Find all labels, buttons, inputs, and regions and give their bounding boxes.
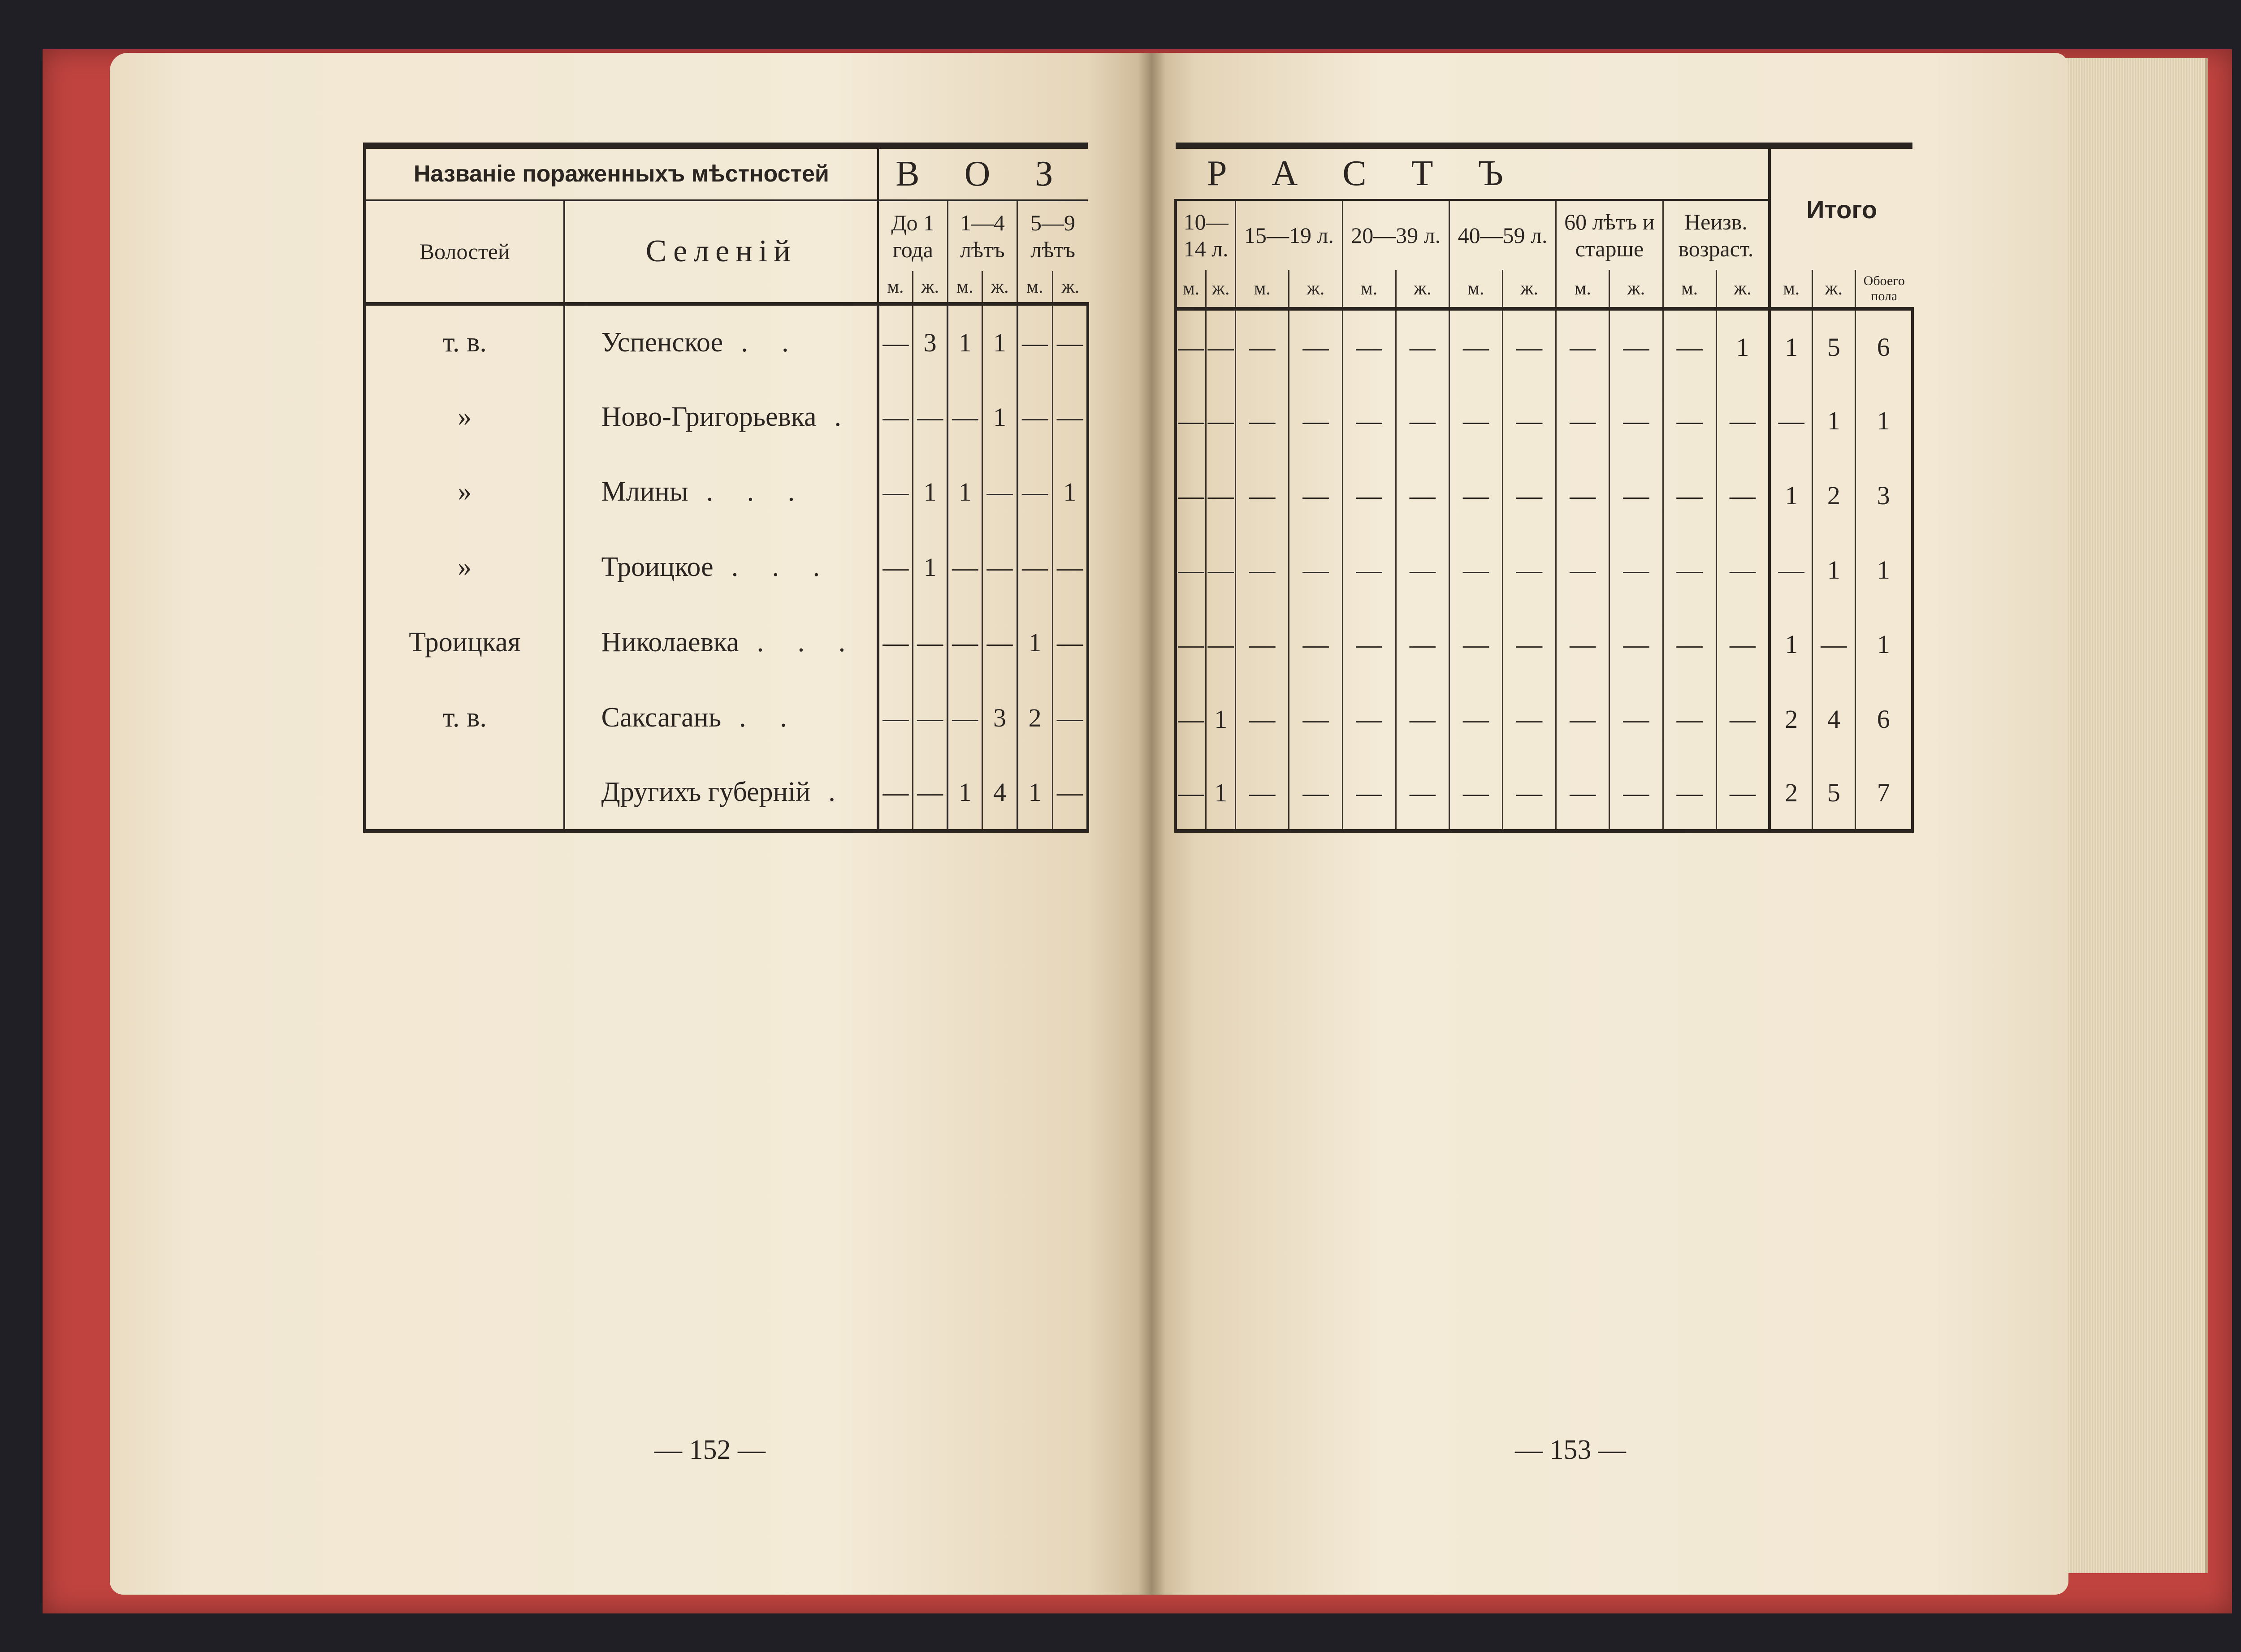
data-cell: — bbox=[1052, 379, 1088, 454]
data-cell: — bbox=[1396, 458, 1449, 532]
data-cell: — bbox=[1609, 458, 1663, 532]
sex-f-header: ж. bbox=[982, 271, 1017, 304]
data-cell: — bbox=[1503, 532, 1556, 607]
total-cell: 6 bbox=[1855, 682, 1912, 756]
total-cell: 6 bbox=[1855, 309, 1912, 383]
data-cell: 1 bbox=[1716, 309, 1769, 383]
sex-m-header: м. bbox=[878, 271, 913, 304]
data-cell: — bbox=[1176, 309, 1206, 383]
data-cell: — bbox=[1396, 757, 1449, 831]
data-cell: — bbox=[1609, 682, 1663, 756]
data-cell: — bbox=[1342, 384, 1396, 458]
settlement-name: Млины bbox=[601, 476, 688, 507]
total-cell: 1 bbox=[1855, 384, 1912, 458]
data-cell: — bbox=[1289, 532, 1342, 607]
left-table bbox=[363, 143, 1089, 833]
total-cell: 2 bbox=[1769, 682, 1812, 756]
data-cell: — bbox=[1017, 379, 1053, 454]
sex-f-header: ж. bbox=[1396, 270, 1449, 309]
data-cell: — bbox=[982, 605, 1017, 680]
data-cell: — bbox=[1396, 309, 1449, 383]
data-cell: — bbox=[1663, 607, 1716, 682]
settlements-header: Селеній bbox=[564, 200, 878, 304]
total-cell: 3 bbox=[1855, 458, 1912, 532]
total-cell: — bbox=[1813, 607, 1855, 682]
data-cell: — bbox=[1449, 757, 1502, 831]
sex-f-header: ж. bbox=[913, 271, 947, 304]
leader-dots: . bbox=[828, 777, 849, 808]
data-cell: — bbox=[1236, 682, 1289, 756]
table-row bbox=[1176, 384, 1912, 458]
data-cell: — bbox=[1449, 607, 1502, 682]
data-cell: — bbox=[913, 756, 947, 831]
data-cell: — bbox=[1716, 384, 1769, 458]
total-cell: 5 bbox=[1813, 757, 1855, 831]
total-cell: 1 bbox=[1769, 309, 1812, 383]
data-cell: — bbox=[1503, 309, 1556, 383]
data-cell: — bbox=[1716, 757, 1769, 831]
data-cell: — bbox=[1396, 607, 1449, 682]
table-row bbox=[364, 304, 1088, 379]
data-cell: 1 bbox=[913, 530, 947, 605]
data-cell: — bbox=[1017, 454, 1053, 530]
data-cell: — bbox=[1556, 384, 1609, 458]
volost-cell: т. в. bbox=[364, 304, 564, 379]
sex-f-header: ж. bbox=[1503, 270, 1556, 309]
volost-cell: » bbox=[364, 530, 564, 605]
data-cell: — bbox=[1449, 532, 1502, 607]
sex-m-header: м. bbox=[1449, 270, 1502, 309]
total-cell: 2 bbox=[1769, 757, 1812, 831]
table-row bbox=[364, 454, 1088, 530]
page-number-right: — 153 — bbox=[1515, 1435, 1626, 1465]
data-cell: — bbox=[878, 530, 913, 605]
data-cell: — bbox=[1206, 607, 1236, 682]
data-cell: — bbox=[1206, 384, 1236, 458]
page-number-left: — 152 — bbox=[654, 1435, 766, 1465]
data-cell: — bbox=[1556, 458, 1609, 532]
volost-cell: Троицкая bbox=[364, 605, 564, 680]
data-cell: — bbox=[1342, 757, 1396, 831]
leader-dots: . . . bbox=[731, 552, 834, 583]
data-cell: — bbox=[1609, 757, 1663, 831]
data-cell: — bbox=[1396, 682, 1449, 756]
data-cell: — bbox=[1449, 309, 1502, 383]
total-header: Итого bbox=[1806, 195, 1878, 224]
data-cell: — bbox=[1556, 607, 1609, 682]
data-cell: — bbox=[1663, 309, 1716, 383]
data-cell: — bbox=[1396, 384, 1449, 458]
sex-f-header: ж. bbox=[1813, 270, 1855, 309]
data-cell: — bbox=[1503, 384, 1556, 458]
table-row bbox=[364, 680, 1088, 756]
total-cell: — bbox=[1769, 384, 1812, 458]
data-cell: — bbox=[878, 605, 913, 680]
localities-header: Названіе пораженныхъ мѣстностей bbox=[364, 146, 878, 200]
data-cell: — bbox=[1716, 607, 1769, 682]
data-cell: 1 bbox=[1017, 605, 1053, 680]
table-row bbox=[1176, 458, 1912, 532]
data-cell: — bbox=[1017, 304, 1053, 379]
data-cell: — bbox=[1609, 607, 1663, 682]
data-cell: — bbox=[1556, 309, 1609, 383]
settlement-cell bbox=[564, 530, 878, 605]
total-cell: 1 bbox=[1855, 532, 1912, 607]
data-cell: — bbox=[1289, 309, 1342, 383]
data-cell: — bbox=[1236, 607, 1289, 682]
leader-dots: . . . bbox=[757, 627, 859, 658]
data-cell: — bbox=[1236, 757, 1289, 831]
settlement-name: Саксагань bbox=[601, 702, 722, 733]
settlement-name: Троицкое bbox=[601, 552, 714, 583]
data-cell: — bbox=[1609, 532, 1663, 607]
sex-m-header: м. bbox=[1236, 270, 1289, 309]
age-group-header: 15—19 л. bbox=[1236, 200, 1342, 270]
sex-m-header: м. bbox=[1663, 270, 1716, 309]
volost-header: Волостей bbox=[364, 200, 564, 304]
data-cell: — bbox=[1289, 682, 1342, 756]
sex-f-header: ж. bbox=[1206, 270, 1236, 309]
age-group-header: Неизв. возраст. bbox=[1663, 200, 1769, 270]
age-header-left: В О З bbox=[878, 146, 1088, 200]
data-cell: — bbox=[1609, 384, 1663, 458]
data-cell: — bbox=[1449, 682, 1502, 756]
data-cell: — bbox=[1342, 532, 1396, 607]
table-row bbox=[364, 605, 1088, 680]
data-cell: — bbox=[1663, 757, 1716, 831]
settlement-cell bbox=[564, 454, 878, 530]
data-cell: — bbox=[1663, 532, 1716, 607]
page-edges bbox=[2062, 58, 2208, 1573]
data-cell: — bbox=[1342, 607, 1396, 682]
data-cell: — bbox=[1176, 458, 1206, 532]
table-row bbox=[1176, 607, 1912, 682]
settlement-cell bbox=[564, 304, 878, 379]
total-cell: 1 bbox=[1813, 532, 1855, 607]
volost-cell: т. в. bbox=[364, 680, 564, 756]
sex-m-header: м. bbox=[1017, 271, 1053, 304]
settlement-name: Успенское bbox=[601, 327, 723, 358]
data-cell: — bbox=[947, 605, 982, 680]
data-cell: — bbox=[1449, 384, 1502, 458]
data-cell: — bbox=[982, 530, 1017, 605]
data-cell: — bbox=[1716, 458, 1769, 532]
table-row bbox=[1176, 682, 1912, 756]
settlement-name: Николаевка bbox=[601, 627, 739, 658]
age-group-header: До 1 года bbox=[878, 200, 947, 271]
age-group-header: 5—9 лѣтъ bbox=[1030, 210, 1076, 262]
data-cell: — bbox=[1052, 680, 1088, 756]
data-cell: — bbox=[1017, 530, 1053, 605]
age-group-header: 40—59 л. bbox=[1449, 200, 1556, 270]
data-cell: 4 bbox=[982, 756, 1017, 831]
data-cell: 3 bbox=[913, 304, 947, 379]
settlement-name: Другихъ губерній bbox=[601, 777, 811, 808]
data-cell: — bbox=[878, 680, 913, 756]
data-cell: — bbox=[982, 454, 1017, 530]
total-cell: — bbox=[1769, 532, 1812, 607]
book-gutter bbox=[1138, 53, 1165, 1595]
data-cell: — bbox=[1176, 757, 1206, 831]
right-table bbox=[1174, 143, 1914, 833]
data-cell: 1 bbox=[913, 454, 947, 530]
data-cell: — bbox=[1236, 309, 1289, 383]
sex-f-header: ж. bbox=[1716, 270, 1769, 309]
sex-f-header: ж. bbox=[1289, 270, 1342, 309]
data-cell: — bbox=[947, 379, 982, 454]
data-cell: — bbox=[1663, 458, 1716, 532]
data-cell: — bbox=[1663, 682, 1716, 756]
data-cell: 1 bbox=[982, 304, 1017, 379]
settlement-cell bbox=[564, 756, 878, 831]
total-cell: 7 bbox=[1855, 757, 1912, 831]
sex-m-header: м. bbox=[1342, 270, 1396, 309]
data-cell: — bbox=[1449, 458, 1502, 532]
data-cell: — bbox=[1289, 757, 1342, 831]
table-row bbox=[364, 530, 1088, 605]
age-group-header: 20—39 л. bbox=[1342, 200, 1449, 270]
total-cell: 1 bbox=[1769, 458, 1812, 532]
total-cell: 4 bbox=[1813, 682, 1855, 756]
data-cell: 1 bbox=[982, 379, 1017, 454]
data-cell: — bbox=[1396, 532, 1449, 607]
data-cell: — bbox=[1236, 384, 1289, 458]
leader-dots: . . bbox=[741, 327, 802, 358]
age-header-right: Р А С Т Ъ bbox=[1176, 146, 1769, 200]
data-cell: 1 bbox=[947, 454, 982, 530]
data-cell: 1 bbox=[947, 756, 982, 831]
data-cell: — bbox=[1342, 682, 1396, 756]
data-cell: — bbox=[1503, 757, 1556, 831]
data-cell: — bbox=[1052, 605, 1088, 680]
data-cell: — bbox=[1206, 458, 1236, 532]
data-cell: — bbox=[1556, 682, 1609, 756]
data-cell: — bbox=[1052, 756, 1088, 831]
data-cell: — bbox=[1176, 682, 1206, 756]
total-cell: 2 bbox=[1813, 458, 1855, 532]
leader-dots: . . bbox=[739, 702, 800, 733]
table-row bbox=[364, 379, 1088, 454]
table-row bbox=[1176, 309, 1912, 383]
table-row bbox=[1176, 757, 1912, 831]
settlement-name: Ново-Григорьевка bbox=[601, 401, 817, 432]
data-cell: 1 bbox=[1017, 756, 1053, 831]
sex-m-header: м. bbox=[1176, 270, 1206, 309]
volost-cell: » bbox=[364, 379, 564, 454]
data-cell: — bbox=[913, 605, 947, 680]
data-cell: — bbox=[1663, 384, 1716, 458]
total-cell: 1 bbox=[1813, 384, 1855, 458]
sex-f-header: ж. bbox=[1609, 270, 1663, 309]
sex-f-header: ж. bbox=[1061, 276, 1080, 297]
total-cell: 5 bbox=[1813, 309, 1855, 383]
settlement-cell bbox=[564, 680, 878, 756]
sex-m-header: м. bbox=[1556, 270, 1609, 309]
data-cell: — bbox=[1236, 458, 1289, 532]
data-cell: — bbox=[1289, 607, 1342, 682]
table-row bbox=[364, 756, 1088, 831]
volost-cell: » bbox=[364, 454, 564, 530]
data-cell: — bbox=[1609, 309, 1663, 383]
data-cell: — bbox=[1503, 607, 1556, 682]
sex-m-header: м. bbox=[947, 271, 982, 304]
total-cell: 1 bbox=[1769, 607, 1812, 682]
data-cell: 3 bbox=[982, 680, 1017, 756]
data-cell: — bbox=[1556, 532, 1609, 607]
age-group-header: 10—14 л. bbox=[1176, 200, 1236, 270]
data-cell: — bbox=[1342, 458, 1396, 532]
data-cell: 1 bbox=[947, 304, 982, 379]
data-cell: — bbox=[1176, 532, 1206, 607]
data-cell: — bbox=[947, 530, 982, 605]
data-cell: — bbox=[1052, 304, 1088, 379]
both-sexes-header: Обоего пола bbox=[1863, 273, 1905, 303]
data-cell: — bbox=[878, 304, 913, 379]
data-cell: — bbox=[1342, 309, 1396, 383]
data-cell: 1 bbox=[1052, 454, 1088, 530]
data-cell: — bbox=[1716, 682, 1769, 756]
data-cell: — bbox=[947, 680, 982, 756]
data-cell: — bbox=[1716, 532, 1769, 607]
leader-dots: . bbox=[834, 401, 855, 432]
data-cell: — bbox=[878, 379, 913, 454]
data-cell: — bbox=[913, 680, 947, 756]
age-group-header: 60 лѣтъ и старше bbox=[1556, 200, 1663, 270]
data-cell: — bbox=[1176, 607, 1206, 682]
data-cell: 1 bbox=[1206, 757, 1236, 831]
data-cell: — bbox=[1289, 384, 1342, 458]
data-cell: — bbox=[1206, 532, 1236, 607]
data-cell: — bbox=[1052, 530, 1088, 605]
data-cell: — bbox=[878, 454, 913, 530]
leader-dots: . . . bbox=[706, 476, 809, 507]
data-cell: — bbox=[1503, 682, 1556, 756]
settlement-cell bbox=[564, 605, 878, 680]
data-cell: — bbox=[1206, 309, 1236, 383]
total-cell: 1 bbox=[1855, 607, 1912, 682]
age-group-header: 1—4 лѣтъ bbox=[947, 200, 1017, 271]
data-cell: — bbox=[1236, 532, 1289, 607]
settlement-cell bbox=[564, 379, 878, 454]
volost-cell bbox=[364, 756, 564, 831]
data-cell: 1 bbox=[1206, 682, 1236, 756]
data-cell: — bbox=[1556, 757, 1609, 831]
sex-m-header: м. bbox=[1769, 270, 1812, 309]
data-cell: — bbox=[1176, 384, 1206, 458]
data-cell: — bbox=[1503, 458, 1556, 532]
data-cell: — bbox=[878, 756, 913, 831]
data-cell: 2 bbox=[1017, 680, 1053, 756]
table-row bbox=[1176, 532, 1912, 607]
data-cell: — bbox=[1289, 458, 1342, 532]
data-cell: — bbox=[913, 379, 947, 454]
